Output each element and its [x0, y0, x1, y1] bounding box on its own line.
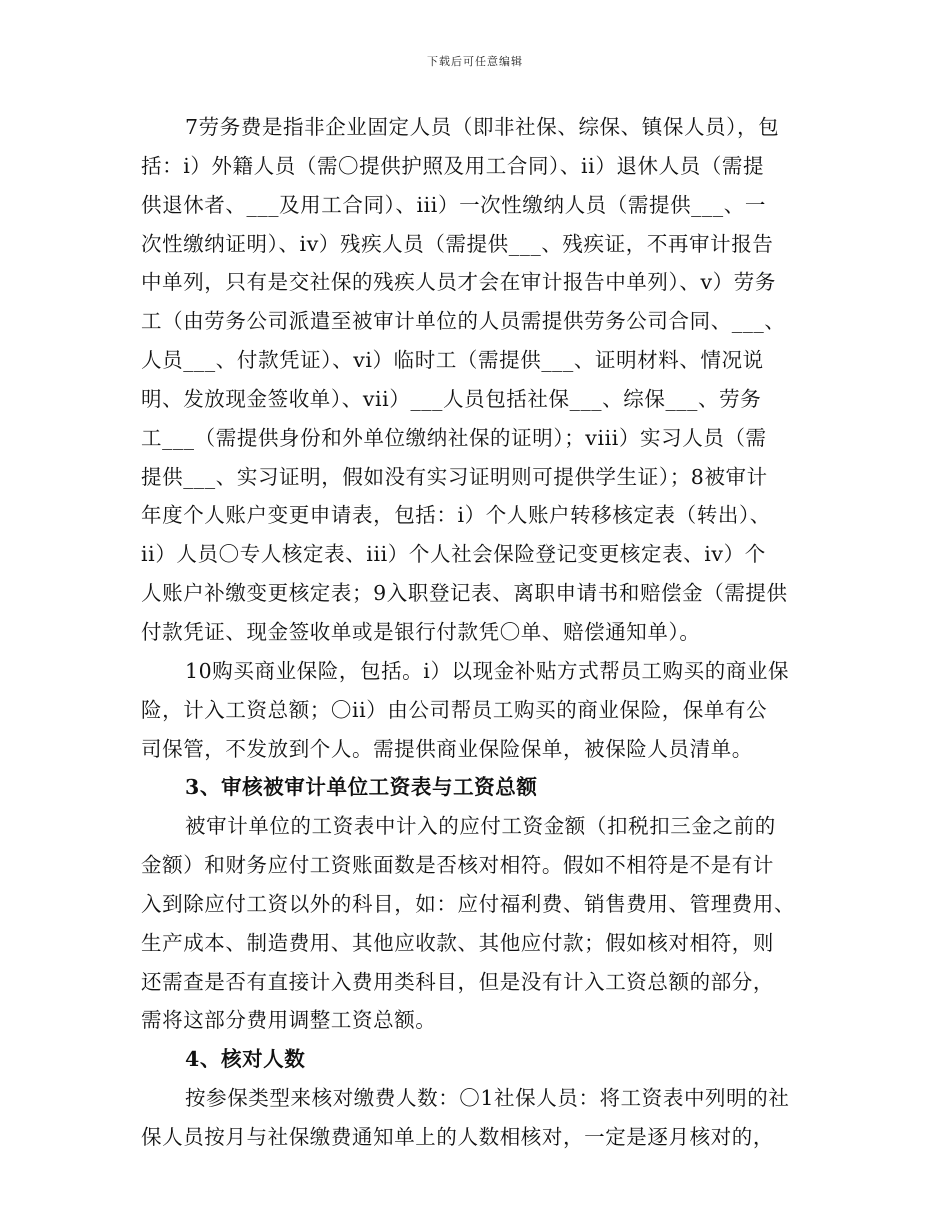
text-line: 次性缴纳证明）、iv）残疾人员（需提供___、残疾证，不再审计报告: [141, 231, 774, 256]
text-line: 人账户补缴变更核定表；9入职登记表、离职申请书和赔偿金（需提供: [141, 581, 788, 606]
text-line: 年度个人账户变更申请表，包括：i）个人账户转移核定表（转出）、: [141, 503, 771, 528]
text-line: 按参保类型来核对缴费人数：〇1社保人员：将工资表中列明的社: [185, 1086, 790, 1111]
text-line: 还需查是否有直接计入费用类科目，但是没有计入工资总额的部分，: [141, 969, 774, 994]
text-line: 金额）和财务应付工资账面数是否核对相符。假如不相符是不是有计: [141, 853, 774, 878]
text-line: 工（由劳务公司派遣至被审计单位的人员需提供劳务公司合同、___、: [141, 309, 786, 334]
text-line: 被审计单位的工资表中计入的应付工资金额（扣税扣三金之前的: [185, 814, 776, 839]
text-line: 提供___、实习证明，假如没有实习证明则可提供学生证）；8被审计: [141, 464, 768, 489]
text-line: 括：i）外籍人员（需〇提供护照及用工合同）、ii）退休人员（需提: [141, 153, 765, 178]
section-heading: 3、审核被审计单位工资表与工资总额: [185, 775, 538, 800]
text-line: 10购买商业保险，包括。i）以现金补贴方式帮员工购买的商业保: [185, 658, 790, 683]
text-line: 入到除应付工资以外的科目，如：应付福利费、销售费用、管理费用、: [141, 891, 796, 916]
text-line: 明、发放现金签收单）、vii）___人员包括社保___、综保___、劳务: [141, 386, 762, 411]
text-line: 生产成本、制造费用、其他应收款、其他应付款；假如核对相符，则: [141, 930, 774, 955]
text-line: 保人员按月与社保缴费通知单上的人数相核对，一定是逐月核对的，: [141, 1124, 774, 1149]
section-heading: 4、核对人数: [185, 1047, 306, 1072]
text-line: 司保管，不发放到个人。需提供商业保险保单，被保险人员清单。: [141, 736, 753, 761]
text-line: 中单列，只有是交社保的残疾人员才会在审计报告中单列）、v）劳务: [141, 270, 776, 295]
text-line: ii）人员〇专人核定表、iii）个人社会保险登记变更核定表、iv）个: [141, 542, 766, 567]
text-line: 工___（需提供身份和外单位缴纳社保的证明）；viii）实习人员（需: [141, 425, 767, 450]
page-header: 下载后可任意编辑: [427, 55, 523, 68]
text-line: 7劳务费是指非企业固定人员（即非社保、综保、镇保人员），包: [185, 115, 780, 139]
text-line: 险，计入工资总额；〇ii）由公司帮员工购买的商业保险，保单有公: [141, 697, 768, 722]
text-line: 需将这部分费用调整工资总额。: [141, 1008, 437, 1033]
text-line: 付款凭证、现金签收单或是银行付款凭〇单、赔偿通知单）。: [141, 619, 701, 644]
text-line: 供退休者、___及用工合同）、iii）一次性缴纳人员（需提供___、一: [141, 192, 766, 217]
document-body: [141, 108, 821, 1157]
text-line: 人员___、付款凭证）、vi）临时工（需提供___、证明材料、情况说: [141, 348, 764, 373]
